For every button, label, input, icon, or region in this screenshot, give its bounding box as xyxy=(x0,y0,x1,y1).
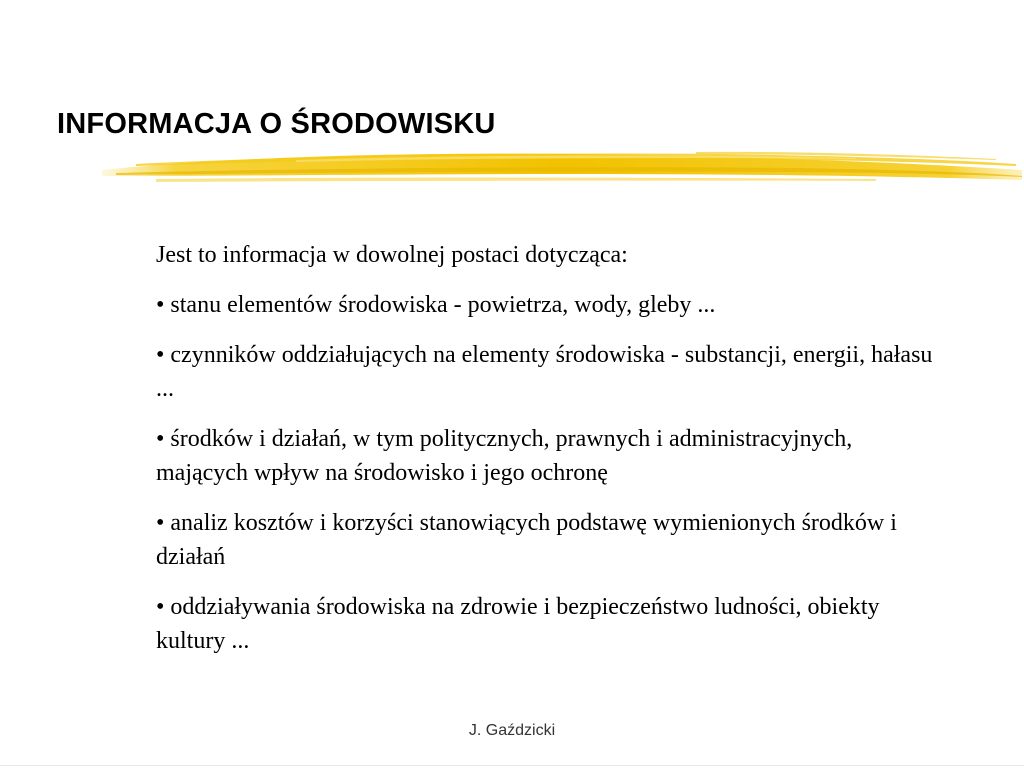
footer xyxy=(0,722,1024,740)
bullet-item: • oddziaływania środowiska na zdrowie i bezpieczeństwo ludności, obiekty kultury ... xyxy=(156,594,880,654)
bullet-item: • stanu elementów środowiska - powietrza, wody, gleby ... xyxy=(156,292,716,318)
intro-text: Jest to informacja w dowolnej postaci dotycząca: xyxy=(156,242,628,268)
slide-title: INFORMACJA O ŚRODOWISKU xyxy=(57,108,496,140)
bullet-item: • środków i działań, w tym politycznych, prawnych i administracyjnych, mających wpływ na środowisko i jego ochronę xyxy=(156,426,853,486)
brush-stroke-streak-4 xyxy=(156,178,876,183)
footer-author: J. Gaździcki xyxy=(468,722,556,739)
bottom-divider xyxy=(0,765,1024,766)
bullet-item: • analiz kosztów i korzyści stanowiących podstawę wymienionych środków i działań xyxy=(156,510,897,570)
bullet-item: • czynników oddziałujących na elementy środowiska - substancji, energii, hałasu ... xyxy=(156,342,933,402)
yellow-brush-stroke xyxy=(96,146,1024,188)
slide-body xyxy=(156,238,946,674)
